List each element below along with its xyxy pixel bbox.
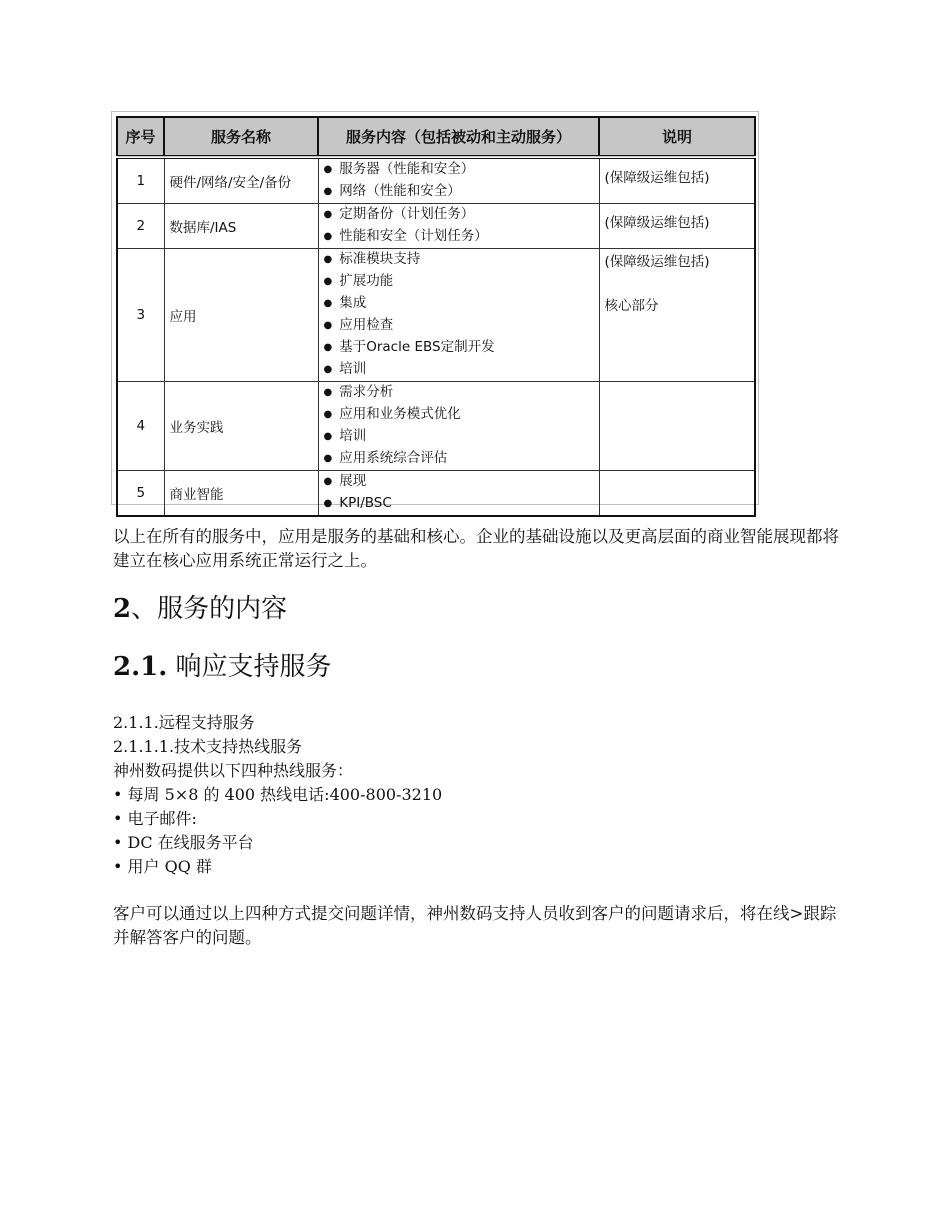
bullet-item: • 电子邮件: <box>113 809 197 828</box>
content-item: ● 需求分析 <box>324 382 594 404</box>
content-item: ● 集成 <box>324 293 594 315</box>
row-description <box>599 204 755 249</box>
content-item: ● 标准模块支持 <box>324 249 594 271</box>
row-description <box>599 382 755 471</box>
row-contents <box>318 471 599 517</box>
content-item: ● 应用和业务模式优化 <box>324 404 594 426</box>
description-line: (保障级运维包括) <box>604 254 710 270</box>
content-item: ● 应用系统综合评估 <box>324 448 594 470</box>
bullet-item: • 每周 5×8 的 400 热线电话:400-800-3210 <box>113 785 443 804</box>
description-line: (保障级运维包括) <box>604 170 710 186</box>
section-title: 响应支持服务 <box>167 652 332 682</box>
content-item: ● 网络（性能和安全） <box>324 181 594 203</box>
row-description <box>599 249 755 382</box>
service-table-frame <box>111 111 759 511</box>
row-no: 5 <box>117 471 164 517</box>
row-description <box>599 471 755 517</box>
header-no: 序号 <box>117 117 164 157</box>
row-no: 1 <box>117 157 164 204</box>
content-item: ● 基于Oracle EBS定制开发 <box>324 337 594 359</box>
row-no: 4 <box>117 382 164 471</box>
description-line: (保障级运维包括) <box>604 215 710 231</box>
table-header-row <box>117 117 755 157</box>
row-contents <box>318 157 599 204</box>
text-line: 神州数码提供以下四种热线服务： <box>113 761 354 780</box>
table-row <box>117 382 755 471</box>
section-title: 、服务的内容 <box>131 594 288 624</box>
service-table <box>116 116 756 517</box>
content-item: ● 展现 <box>324 471 594 493</box>
subsection-heading: 2.1.1.远程支持服务 <box>113 713 255 732</box>
row-no: 2 <box>117 204 164 249</box>
row-name: 应用 <box>164 249 318 382</box>
row-name: 业务实践 <box>164 382 318 471</box>
row-no: 3 <box>117 249 164 382</box>
row-contents <box>318 204 599 249</box>
content-item: ● KPI/BSC <box>324 493 594 515</box>
content-item: ● 培训 <box>324 426 594 448</box>
header-service-content: 服务内容（包括被动和主动服务） <box>318 117 599 157</box>
table-row <box>117 249 755 382</box>
table-row <box>117 157 755 204</box>
description-line: 核心部分 <box>604 298 659 314</box>
bullet-item: • DC 在线服务平台 <box>113 833 254 852</box>
section-2-1-heading <box>113 646 332 683</box>
row-name: 数据库/IAS <box>164 204 318 249</box>
table-row <box>117 204 755 249</box>
content-item: ● 应用检查 <box>324 315 594 337</box>
content-item: ● 培训 <box>324 359 594 381</box>
closing-paragraph: 客户可以通过以上四种方式提交问题详情，神州数码支持人员收到客户的问题请求后，将在线>跟踪并解答客户的问题。 <box>113 904 837 947</box>
intro-paragraph: 以上在所有的服务中，应用是服务的基础和核心。企业的基础设施以及更高层面的商业智能展现都将建立在核心应用系统正常运行之上。 <box>113 527 839 570</box>
content-item: ● 服务器（性能和安全） <box>324 159 594 181</box>
row-name: 硬件/网络/安全/备份 <box>164 157 318 204</box>
header-service-name: 服务名称 <box>164 117 318 157</box>
service-list <box>113 711 442 879</box>
subsection-heading: 2.1.1.1.技术支持热线服务 <box>113 737 303 756</box>
section-number: 2.1. <box>113 652 168 682</box>
section-2-heading <box>113 588 287 625</box>
row-name: 商业智能 <box>164 471 318 517</box>
content-item: ● 扩展功能 <box>324 271 594 293</box>
section-number: 2 <box>113 594 132 624</box>
content-item: ● 定期备份（计划任务） <box>324 204 594 226</box>
row-contents <box>318 382 599 471</box>
content-item: ● 性能和安全（计划任务） <box>324 226 594 248</box>
bullet-item: • 用户 QQ 群 <box>113 857 212 876</box>
row-description <box>599 157 755 204</box>
row-contents <box>318 249 599 382</box>
header-description: 说明 <box>599 117 755 157</box>
table-row <box>117 471 755 517</box>
